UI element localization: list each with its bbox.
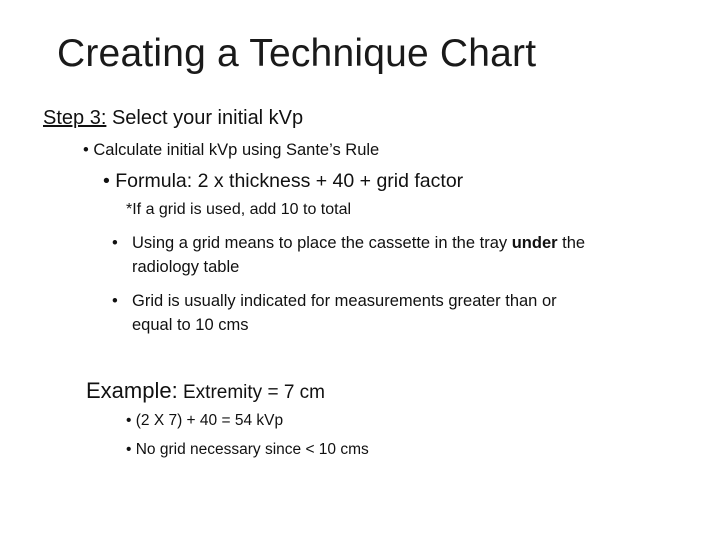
example-grid-note: [126, 441, 369, 459]
example-text: Extremity = 7 cm: [177, 382, 325, 403]
bullet-grid-indication: [112, 289, 672, 337]
bullet-dot: •: [126, 441, 136, 458]
slide-title: Creating a Technique Chart: [57, 32, 537, 75]
example-calculation-text: (2 X 7) + 40 = 54 kVp: [135, 412, 284, 429]
bullet-dot: •: [83, 141, 94, 159]
grid-placement-pre: Using a grid means to place the cassette in the tray: [132, 234, 512, 252]
step-heading: [43, 107, 303, 130]
grid-placement-bold: under: [511, 234, 558, 252]
example-label: Example:: [86, 378, 178, 403]
bullet-dot: •: [112, 234, 118, 252]
grid-placement-line2: radiology table: [132, 258, 240, 276]
bullet-dot: •: [126, 412, 136, 429]
step-text: Select your initial kVp: [106, 107, 304, 129]
bullet-formula-text: Formula: 2 x thickness + 40 + grid factor: [115, 170, 464, 192]
bullet-grid-placement: [112, 231, 672, 279]
example-heading: [86, 378, 325, 404]
example-calculation: [126, 412, 283, 430]
bullet-formula: [103, 170, 463, 193]
bullet-dot: •: [112, 292, 118, 310]
grid-indication-line2: equal to 10 cms: [132, 316, 249, 334]
example-grid-note-text: No grid necessary since < 10 cms: [135, 441, 369, 458]
step-label: Step 3:: [43, 107, 107, 129]
grid-note: *If a grid is used, add 10 to total: [126, 201, 352, 218]
bullet-calculate-text: Calculate initial kVp using Sante’s Rule: [93, 141, 380, 159]
bullet-dot: •: [103, 170, 116, 192]
grid-placement-post: the: [557, 234, 586, 252]
bullet-calculate: [83, 141, 379, 160]
grid-indication-line1: Grid is usually indicated for measurements greater than or: [132, 292, 557, 310]
